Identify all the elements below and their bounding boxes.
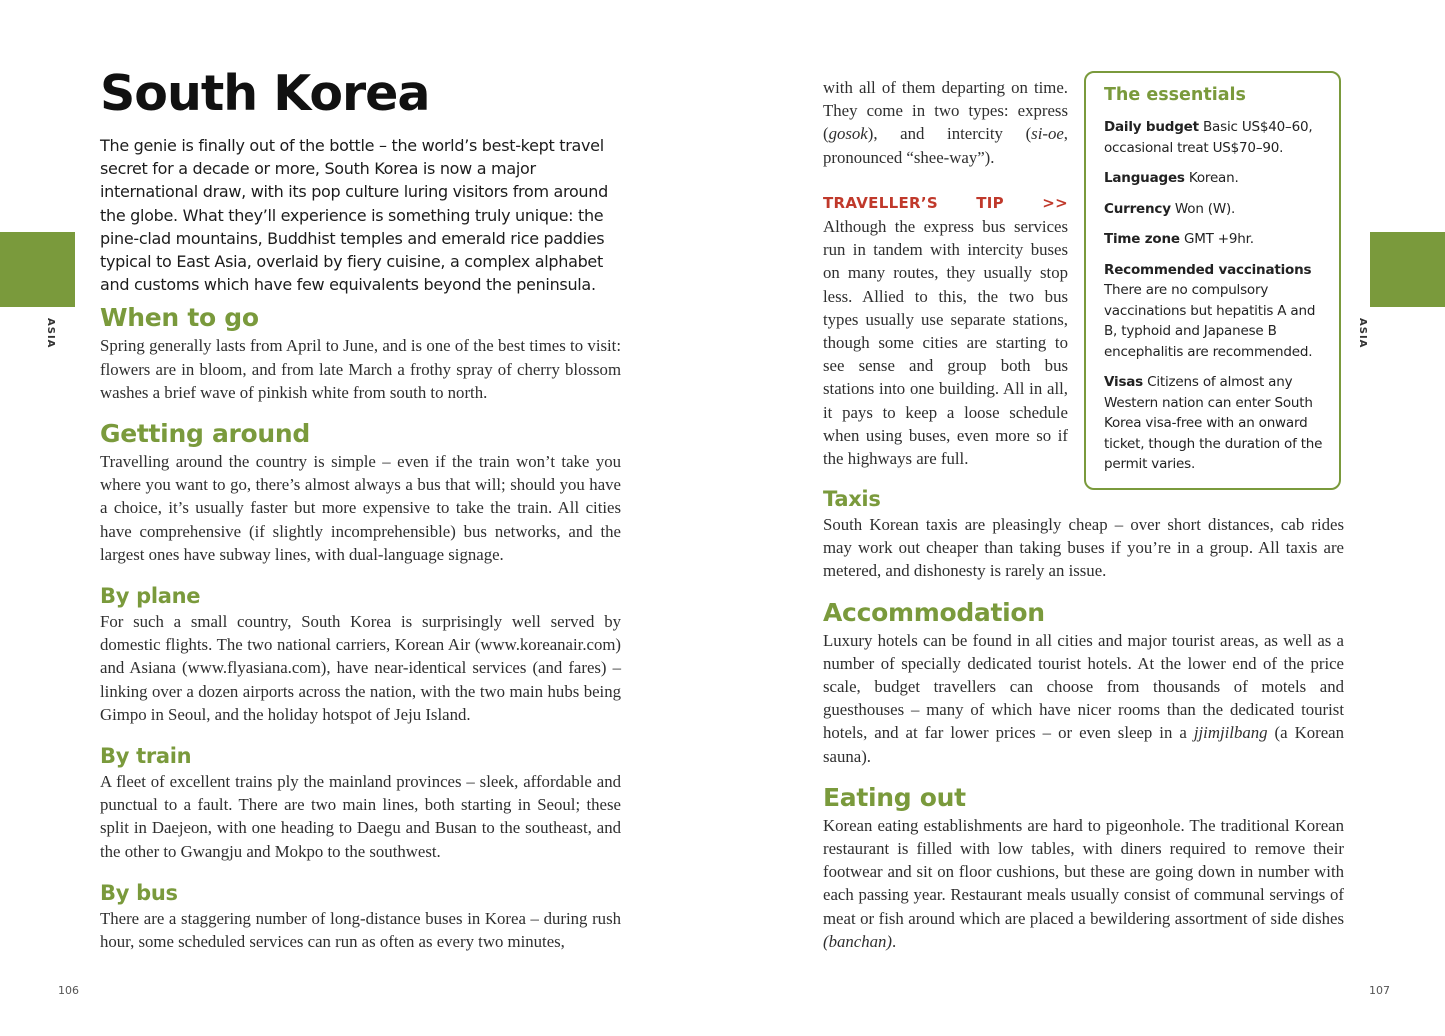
essentials-item: Visas Citizens of almost any Western nation can enter South Korea visa-free with an onward ticket, though the duration of the permit varies. <box>1104 374 1323 472</box>
eating-out-text: Korean eating establishments are hard to pigeonhole. The traditional Korean restaurant is filled with low tables, with diners required to remove their footwear and sit on floor cushions, but these are going down in number with each passing year. Restaurant meals usually consist of communal servings of meat or fish around which are placed a bewildering assortment of side dishes (banchan). <box>823 815 1344 951</box>
heading-by-bus: By bus <box>100 880 178 905</box>
accommodation-text: Luxury hotels can be found in all cities and major tourist areas, as well as a number of specially dedicated tourist hotels. At the lower end of the price scale, budget travellers can choose from thousands of motels and guesthouses – many of which have nicer rooms than the dedicated tourist hotels, and at far lower prices – or even sleep in a jjimjilbang (a Korean sauna). <box>823 630 1344 766</box>
tip-text: Although the express bus services run in tandem with intercity buses on many routes, they usually stop less. Allied to this, the two bus types usually use separate stations, though some cities are starting to see sense and group both bus stations into one building. All in all, it pays to keep a loose schedule when using buses, even more so if the highways are full. <box>823 217 1068 469</box>
essentials-item: Daily budget Basic US$40–60, occasional treat US$70–90. <box>1104 119 1313 156</box>
when-to-go-text: Spring generally lasts from April to June, and is one of the best times to visit: flowers are in bloom, and from late March a frothy spray of cherry blossom washes a brief wave of pinkish white from south to north. <box>100 336 621 402</box>
left-column <box>100 64 621 953</box>
side-label-right: ASIA <box>1357 318 1368 349</box>
heading-when-to-go: When to go <box>100 303 259 333</box>
heading-by-train: By train <box>100 744 192 769</box>
by-train-text: A fleet of excellent trains ply the mainland provinces – sleek, affordable and punctual to a fault. There are two main lines, both starting in Seoul; these split in Daejeon, with one heading to Daegu and Busan to the southeast, and the other to Gwangju and Mokpo to the southwest. <box>100 772 621 861</box>
heading-eating-out: Eating out <box>823 782 966 812</box>
right-column <box>823 485 1344 953</box>
by-bus-text: There are a staggering number of long-distance buses in Korea – during rush hour, some scheduled services can run as often as every two minutes, <box>100 908 621 952</box>
page-title: South Korea <box>100 65 430 122</box>
essentials-item: Currency Won (W). <box>1104 200 1236 217</box>
by-plane-text: For such a small country, South Korea is surprisingly well served by domestic flights. The two national carriers, Korean Air (www.koreanair.com) and Asiana (www.flyasiana.com), have near-identical services (and fares) – linking over a dozen airports across the nation, with the two main hubs being Gimpo in Seoul, and the holiday hotspot of Jeju Island. <box>100 612 621 724</box>
getting-around-text: Travelling around the country is simple – even if the train won’t take you where you want to go, there’s almost always a bus that will; should you have a choice, it’s usually faster but more expensive to take the train. All cities have comprehensive (if slightly incomprehensible) bus networks, and the largest ones have subway lines, with dual-language signage. <box>100 452 621 564</box>
travellers-tip <box>823 191 1068 470</box>
essentials-box <box>1084 71 1341 490</box>
by-bus-continued: with all of them departing on time. They come in two types: express (gosok), and intercity (si-oe, pronounced “shee-way”). <box>823 78 1068 167</box>
section-tab-right <box>1370 232 1445 307</box>
side-label-left: ASIA <box>45 318 56 349</box>
essentials-heading: The essentials <box>1104 85 1246 105</box>
heading-by-plane: By plane <box>100 584 201 609</box>
intro-paragraph: The genie is finally out of the bottle – the world’s best-kept travel secret for a decade or more, South Korea is now a major international draw, with its pop culture luring visitors from around the globe. What they’ll experience is something truly unique: the pine-clad mountains, Buddhist temples and emerald rice paddies typical to East Asia, overlaid by fiery cuisine, a complex alphabet and customs which have few equivalents beyond the peninsula. <box>100 136 608 295</box>
essentials-item: Languages Korean. <box>1104 170 1239 186</box>
heading-accommodation: Accommodation <box>823 597 1045 627</box>
section-tab-left <box>0 232 75 307</box>
page-number-right: 107 <box>1369 984 1390 997</box>
essentials-item: Recommended vaccinations There are no compulsory vaccinations but hepatitis A and B, typhoid and Japanese B encephalitis are recommended. <box>1104 261 1316 360</box>
page-number-left: 106 <box>58 984 79 997</box>
heading-getting-around: Getting around <box>100 419 311 449</box>
taxis-text: South Korean taxis are pleasingly cheap – over short distances, cab rides may work out cheaper than taking buses if you’re in a group. All taxis are metered, and dishonesty is rarely an issue. <box>823 515 1344 581</box>
middle-column <box>823 76 1068 470</box>
tip-label: TRAVELLER’S TIP >> <box>823 193 1068 212</box>
essentials-item: Time zone GMT +9hr. <box>1104 231 1254 247</box>
heading-taxis: Taxis <box>823 487 881 511</box>
